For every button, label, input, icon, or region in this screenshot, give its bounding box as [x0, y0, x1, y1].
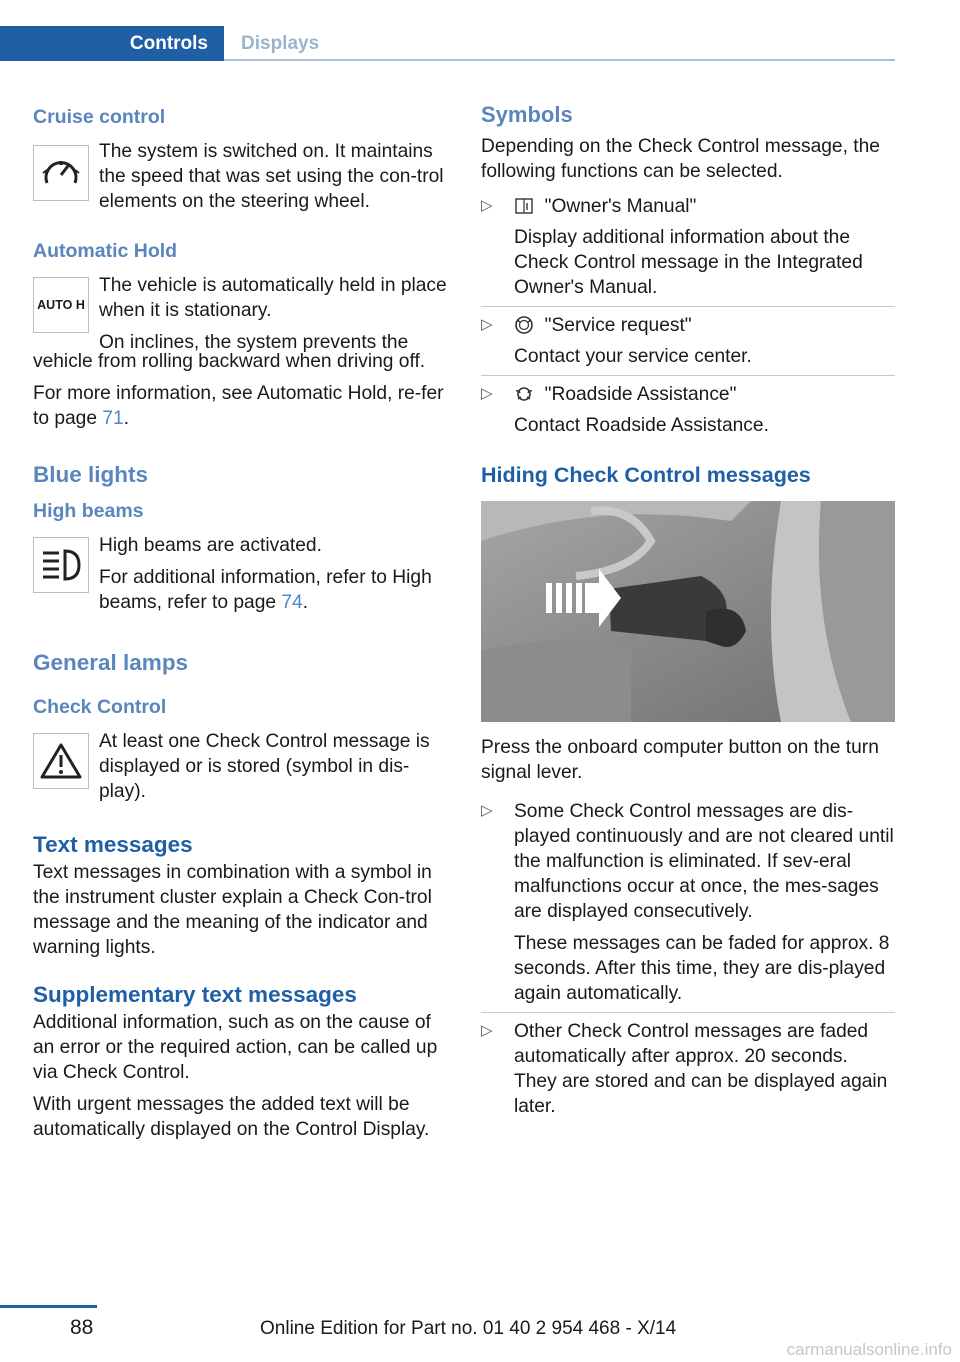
- header-divider: [224, 59, 895, 61]
- auto-hold-icon-label: AUTO H: [37, 298, 85, 312]
- hide-item-note: These messages can be faded for approx. 8 seconds. After this time, they are dis‐played again automatically.: [514, 933, 890, 1004]
- symbol-item-label: "Owner's Manual": [544, 196, 697, 217]
- cruise-text: The system is switched on. It maintains the speed that was set using the con‐trol elements on the steering wheel.: [99, 141, 444, 212]
- check-control-title: Check Control: [33, 696, 167, 718]
- warning-triangle-icon: [33, 733, 89, 789]
- left-column: [33, 100, 447, 1142]
- page-link-71[interactable]: 71: [102, 408, 124, 429]
- autohold-section: [33, 273, 447, 355]
- autohold-more-end: .: [123, 408, 130, 429]
- list-item: [481, 799, 895, 1013]
- autohold-more: [33, 381, 447, 431]
- page-link-74[interactable]: 74: [281, 592, 303, 613]
- tab-controls[interactable]: Controls: [0, 26, 224, 61]
- cruise-section: [33, 139, 447, 214]
- general-lamps-title: General lamps: [33, 650, 189, 675]
- autohold-text-2a: On inclines, the system prevents the: [99, 332, 409, 353]
- list-item: [481, 382, 895, 444]
- blue-lights-title: Blue lights: [33, 462, 149, 487]
- tab-displays[interactable]: Displays: [241, 32, 320, 54]
- list-item: [481, 1019, 895, 1125]
- list-item: [481, 194, 895, 307]
- symbol-item-label: "Roadside Assistance": [544, 384, 737, 405]
- roadside-icon: [514, 384, 534, 404]
- watermark: carmanualsonline.info: [786, 1340, 952, 1359]
- book-icon: [514, 196, 534, 216]
- triangle-bullet-icon: ▷: [481, 197, 493, 214]
- symbol-item-desc: Contact your service center.: [514, 346, 752, 367]
- right-column: [481, 100, 895, 1131]
- press-text: Press the onboard computer button on the turn signal lever.: [481, 737, 879, 783]
- supplementary-text-2: With urgent messages the added text will be automatically displayed on the Control Display.: [33, 1094, 430, 1140]
- triangle-bullet-icon: ▷: [481, 802, 493, 819]
- text-messages-title: Text messages: [33, 832, 193, 857]
- highbeams-text-2: [99, 565, 447, 615]
- hide-list: [481, 799, 895, 1125]
- triangle-bullet-icon: ▷: [481, 1022, 493, 1039]
- supplementary-text-1: Additional information, such as on the cause of an error or the required action, can be called up via Check Control.: [33, 1012, 438, 1083]
- autohold-more-text: For more information, see Automatic Hold, re‐fer to page: [33, 383, 444, 429]
- hiding-title: Hiding Check Control messages: [481, 463, 811, 487]
- highbeams-text-2-body: For additional information, refer to High beams, refer to page: [99, 567, 432, 613]
- footer-line: [0, 1305, 97, 1308]
- symbol-list: [481, 194, 895, 444]
- auto-hold-icon: [33, 277, 89, 333]
- symbol-item-label: "Service request": [544, 315, 692, 336]
- cruise-title: Cruise control: [33, 106, 166, 128]
- autohold-title: Automatic Hold: [33, 240, 178, 262]
- high-beam-icon: [33, 537, 89, 593]
- check-control-section: [33, 729, 447, 804]
- text-messages-text: Text messages in combination with a symbol in the instrument cluster explain a Check Con‐trol message and the meaning of the indicator and warning lights.: [33, 862, 432, 958]
- triangle-bullet-icon: ▷: [481, 316, 493, 333]
- page-number: 88: [70, 1316, 94, 1339]
- turn-signal-lever-illustration: [481, 501, 895, 722]
- symbol-item-desc: Display additional information about the Check Control message in the Integrated Owner's Manual.: [514, 227, 863, 298]
- hide-item-text: Some Check Control messages are dis‐played continuously and are not cleared until the malfunction is eliminated. If sev‐eral malfunctions occur at once, the mes‐sages are displayed consecutively.: [514, 801, 894, 922]
- symbols-text: Depending on the Check Control message, the following functions can be selected.: [481, 136, 880, 182]
- high-beams-title: High beams: [33, 500, 144, 522]
- supplementary-title: Supplementary text messages: [33, 982, 357, 1007]
- highbeams-text-1: High beams are activated.: [99, 535, 322, 556]
- check-control-text: At least one Check Control message is displayed or is stored (symbol in dis‐play).: [99, 731, 430, 802]
- highbeams-section: [33, 533, 447, 615]
- header-tabs: [0, 26, 319, 61]
- cruise-control-icon: [33, 145, 89, 201]
- symbols-title: Symbols: [481, 102, 573, 127]
- autohold-text-2: vehicle from rolling backward when driving off.: [33, 351, 426, 372]
- highbeams-text-2-end: .: [302, 592, 309, 613]
- service-icon: [514, 315, 534, 335]
- triangle-bullet-icon: ▷: [481, 385, 493, 402]
- edition-text: Online Edition for Part no. 01 40 2 954 468 - X/14: [260, 1318, 677, 1339]
- hide-item-text: Other Check Control messages are faded automatically after approx. 20 seconds. They are stored and can be displayed again later.: [514, 1021, 888, 1117]
- symbol-item-desc: Contact Roadside Assistance.: [514, 415, 769, 436]
- list-item: [481, 313, 895, 376]
- autohold-text-1: The vehicle is automatically held in place when it is stationary.: [99, 275, 447, 321]
